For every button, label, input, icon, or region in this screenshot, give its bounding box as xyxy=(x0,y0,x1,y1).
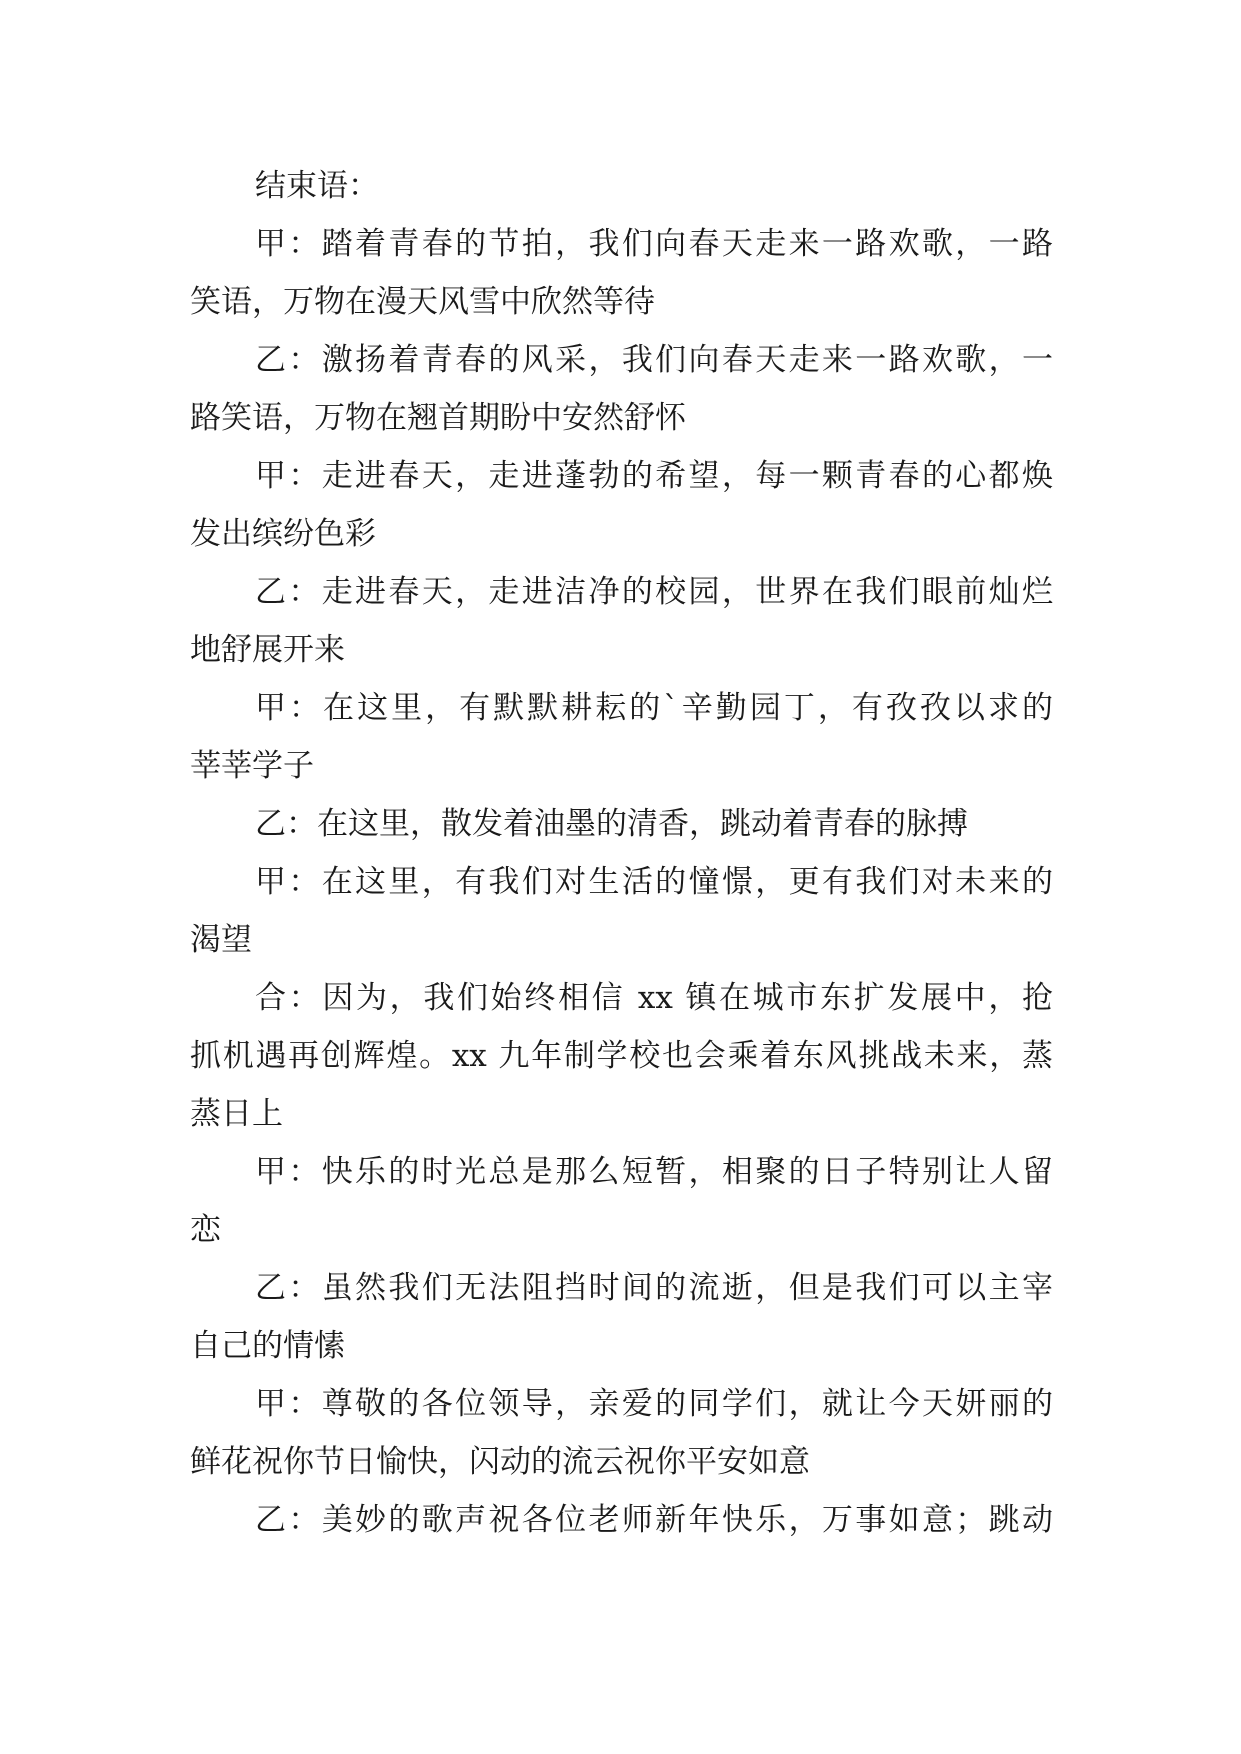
dialogue-line: 乙：美妙的歌声祝各位老师新年快乐，万事如意；跳动 xyxy=(255,1502,1053,1538)
dialogue-line: 乙：走进春天，走进洁净的校园，世界在我们眼前灿烂 xyxy=(255,574,1053,610)
dialogue-line: 乙：在这里，散发着油墨的清香，跳动着青春的脉搏 xyxy=(255,806,968,842)
dialogue-line: 鲜花祝你节日愉快，闪动的流云祝你平安如意 xyxy=(190,1444,810,1480)
dialogue-line: 恋 xyxy=(190,1212,221,1248)
dialogue-line: 自己的情愫 xyxy=(190,1328,345,1364)
dialogue-line: 合：因为，我们始终相信 xx 镇在城市东扩发展中，抢 xyxy=(255,980,1053,1016)
dialogue-line: 甲：走进春天，走进蓬勃的希望，每一颗青春的心都焕 xyxy=(255,458,1053,494)
dialogue-line: 甲：踏着青春的节拍，我们向春天走来一路欢歌，一路 xyxy=(255,226,1053,262)
section-heading: 结束语： xyxy=(255,168,379,204)
dialogue-line: 甲：在这里，有我们对生活的憧憬，更有我们对未来的 xyxy=(255,864,1053,900)
dialogue-line: 乙：虽然我们无法阻挡时间的流逝，但是我们可以主宰 xyxy=(255,1270,1053,1306)
dialogue-line: 莘莘学子 xyxy=(190,748,314,784)
dialogue-line: 渴望 xyxy=(190,922,252,958)
dialogue-line: 路笑语，万物在翘首期盼中安然舒怀 xyxy=(190,400,686,436)
dialogue-line: 甲：在这里，有默默耕耘的`辛勤园丁，有孜孜以求的 xyxy=(255,690,1053,726)
dialogue-line: 地舒展开来 xyxy=(190,632,345,668)
dialogue-line: 甲：快乐的时光总是那么短暂，相聚的日子特别让人留 xyxy=(255,1154,1053,1190)
dialogue-line: 发出缤纷色彩 xyxy=(190,516,376,552)
dialogue-line: 甲：尊敬的各位领导，亲爱的同学们，就让今天妍丽的 xyxy=(255,1386,1053,1422)
dialogue-line: 抓机遇再创辉煌。xx 九年制学校也会乘着东风挑战未来，蒸 xyxy=(190,1038,1053,1074)
dialogue-line: 蒸日上 xyxy=(190,1096,283,1132)
dialogue-line: 笑语，万物在漫天风雪中欣然等待 xyxy=(190,284,655,320)
dialogue-line: 乙：激扬着青春的风采，我们向春天走来一路欢歌，一 xyxy=(255,342,1053,378)
